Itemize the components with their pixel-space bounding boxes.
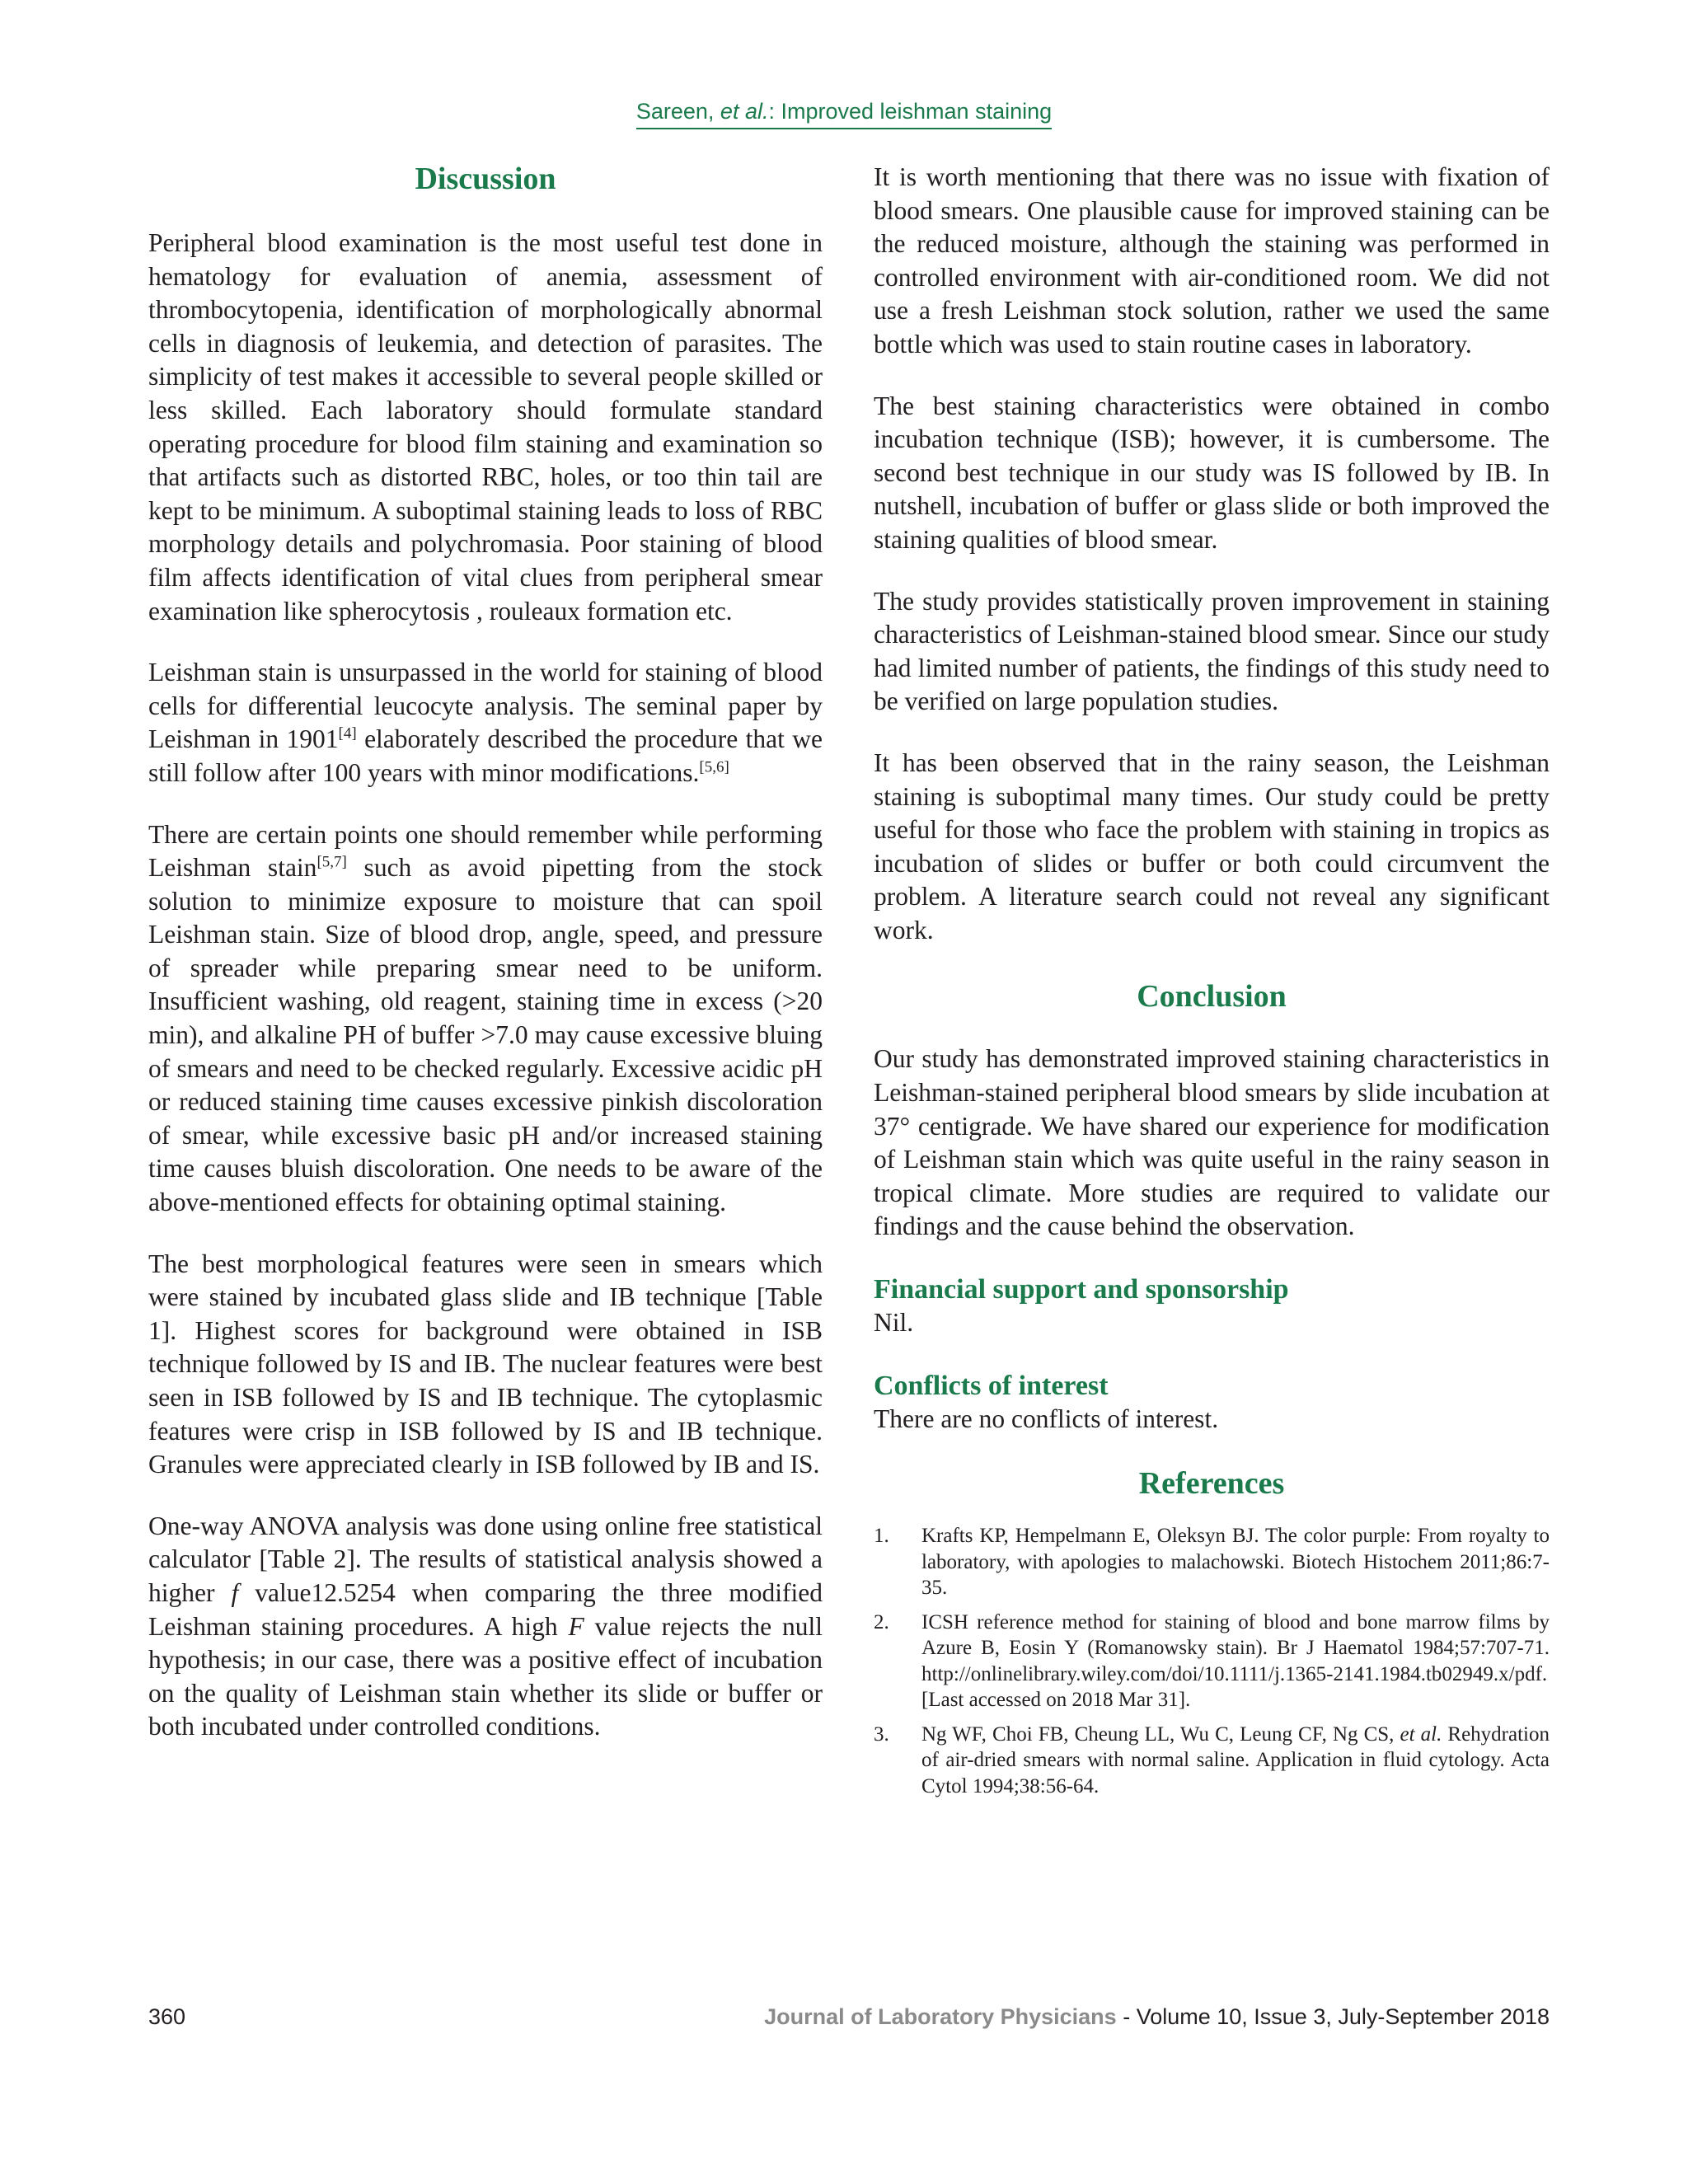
- citation[interactable]: [5,6]: [699, 758, 729, 776]
- discussion-heading: Discussion: [415, 162, 556, 196]
- reference-text: Krafts KP, Hempelmann E, Oleksyn BJ. The color purple: From royalty to laboratory, with apologies to malachowski. Biotech Histochem 2011;86:7-35.: [921, 1525, 1550, 1600]
- text-span: elaborately described the procedure that we still follow after 100 years with minor modifications.: [148, 724, 823, 787]
- running-head: [0, 99, 1688, 129]
- discussion-paragraph-4: The best morphological features were seen in smears which were stained by incubated glass slide and IB technique [Table 1]. Highest scores for background were obtained in ISB technique followed by IS and IB. The nuclear features were best seen in ISB followed by IS and IB technique. The cytoplasmic features were crisp in ISB followed by IS and IB technique. Granules were appreciated clearly in ISB followed by IB and IS.: [148, 1249, 823, 1479]
- reference-number: 1.: [874, 1525, 889, 1548]
- reference-etal: et al.: [1400, 1722, 1442, 1746]
- conflicts-section: [874, 1370, 1550, 1436]
- reference-text: ICSH reference method for staining of blood and bone marrow films by Azure B, Eosin Y (Romanowsky stain). Br J Haematol 1984;57:707-71. http://onlinelibrary.wiley.com/doi/10.1111/j.1365-2141.1984.tb02949.x/pdf. [Last accessed on 2018 Mar 31].: [921, 1610, 1550, 1712]
- financial-section: [874, 1273, 1550, 1340]
- discussion-paragraph-9: It has been observed that in the rainy season, the Leishman staining is suboptimal many times. Our study could be pretty useful for those who face the problem with staining in tropics as incubation of slides or buffer or both could circumvent the problem. A literature search could not reveal any significant work.: [874, 748, 1550, 944]
- discussion-paragraph-6: It is worth mentioning that there was no issue with fixation of blood smears. One plausible cause for improved staining can be the reduced moisture, although the staining was performed in controlled environment with air-conditioned room. We did not use a fresh Leishman stock solution, rather we used the same bottle which was used to stain routine cases in laboratory.: [874, 162, 1550, 359]
- discussion-paragraph-2: [148, 656, 823, 790]
- reference-item: [874, 1722, 1550, 1800]
- references-heading: References: [1138, 1466, 1285, 1502]
- running-head-etal: et al.: [720, 99, 769, 124]
- right-column: [874, 161, 1550, 1807]
- text-span: such as avoid pipetting from the stock solution to minimize exposure to moisture that can spoil Leishman stain. Size of blood drop, angle, speed, and pressure of spreader while preparing smear need to be uniform. Insufficient washing, old reagent, staining time in excess (>20 min), and alkaline PH of buffer >7.0 may cause excessive bluing of smears and need to be checked regularly. Excessive acidic pH or reduced staining time causes excessive pinkish discoloration of smear, while excessive basic pH and/or increased staining time causes bluish discoloration. One needs to be aware of the above-mentioned effects for obtaining optimal staining.: [148, 853, 823, 1217]
- left-column: [148, 161, 823, 1744]
- reference-list: [874, 1523, 1550, 1799]
- journal-issue: - Volume 10, Issue 3, July-September 2018: [1116, 2004, 1550, 2029]
- text-span: Leishman stain is unsurpassed in the world for staining of blood cells for differential leucocyte analysis. The seminal paper by Leishman in 1901: [148, 658, 823, 754]
- text-span: One-way ANOVA analysis was done using online free statistical calculator [Table 2]. The results of statistical analysis showed a higher: [148, 1511, 823, 1607]
- reference-number: 3.: [874, 1722, 889, 1746]
- discussion-paragraph-8: The study provides statistically proven improvement in staining characteristics of Leishman-stained blood smear. Since our study had limited number of patients, the findings of this study need to be verified on large population studies.: [874, 586, 1550, 716]
- conflicts-heading: Conflicts of interest: [874, 1370, 1109, 1401]
- discussion-paragraph-5: [148, 1510, 823, 1744]
- text-span: value rejects the null hypothesis; in our case, there was a positive effect of incubation on the quality of Leishman stain whether its slide or buffer or both incubated under controlled conditions.: [148, 1611, 823, 1741]
- italic-F: F: [568, 1611, 584, 1641]
- reference-text: Rehydration of air-dried smears with normal saline. Application in fluid cytology. Acta Cytol 1994;38:56-64.: [921, 1722, 1550, 1797]
- discussion-paragraph-7: The best staining characteristics were obtained in combo incubation technique (ISB); however, it is cumbersome. The second best technique in our study was IS followed by IB. In nutshell, incubation of buffer or glass slide or both improved the staining qualities of blood smear.: [874, 391, 1550, 554]
- running-head-title: : Improved leishman staining: [768, 99, 1053, 124]
- financial-heading: Financial support and sponsorship: [874, 1274, 1289, 1305]
- reference-item: [874, 1523, 1550, 1601]
- reference-item: [874, 1610, 1550, 1713]
- running-head-author: Sareen,: [635, 99, 720, 124]
- citation[interactable]: [4]: [338, 724, 357, 743]
- page-number: 360: [148, 2004, 186, 2029]
- journal-info: [764, 2004, 1550, 2030]
- text-span: value12.5254 when comparing the three modified Leishman staining procedures. A high: [148, 1577, 823, 1641]
- conclusion-heading: Conclusion: [1137, 979, 1287, 1015]
- discussion-paragraph-3: [148, 818, 823, 1220]
- citation[interactable]: [5,7]: [316, 853, 347, 871]
- text-span: There are certain points one should remember while performing Leishman stain: [148, 819, 823, 883]
- reference-text: Ng WF, Choi FB, Cheung LL, Wu C, Leung CF, Ng CS,: [921, 1722, 1400, 1746]
- italic-f: f: [231, 1577, 239, 1607]
- reference-number: 2.: [874, 1610, 889, 1633]
- financial-text: Nil.: [874, 1308, 914, 1338]
- conclusion-paragraph: Our study has demonstrated improved staining characteristics in Leishman-stained peripheral blood smears by slide incubation at 37° centigrade. We have shared our experience for modification of Leishman stain which was quite useful in the rainy season in tropical climate. More studies are required to validate our findings and the cause behind the observation.: [874, 1044, 1550, 1241]
- journal-name: Journal of Laboratory Physicians: [764, 2004, 1117, 2029]
- discussion-paragraph-1: Peripheral blood examination is the most useful test done in hematology for evaluation of anemia, assessment of thrombocytopenia, identification of morphologically abnormal cells in diagnosis of leukemia, and detection of parasites. The simplicity of test makes it accessible to several people skilled or less skilled. Each laboratory should formulate standard operating procedure for blood film staining and examination so that artifacts such as distorted RBC, holes, or too thin tail are kept to be minimum. A suboptimal staining leads to loss of RBC morphology details and polychromasia. Poor staining of blood film affects identification of vital clues from peripheral smear examination like spherocytosis , rouleaux formation etc.: [148, 228, 823, 626]
- conflicts-text: There are no conflicts of interest.: [874, 1404, 1219, 1433]
